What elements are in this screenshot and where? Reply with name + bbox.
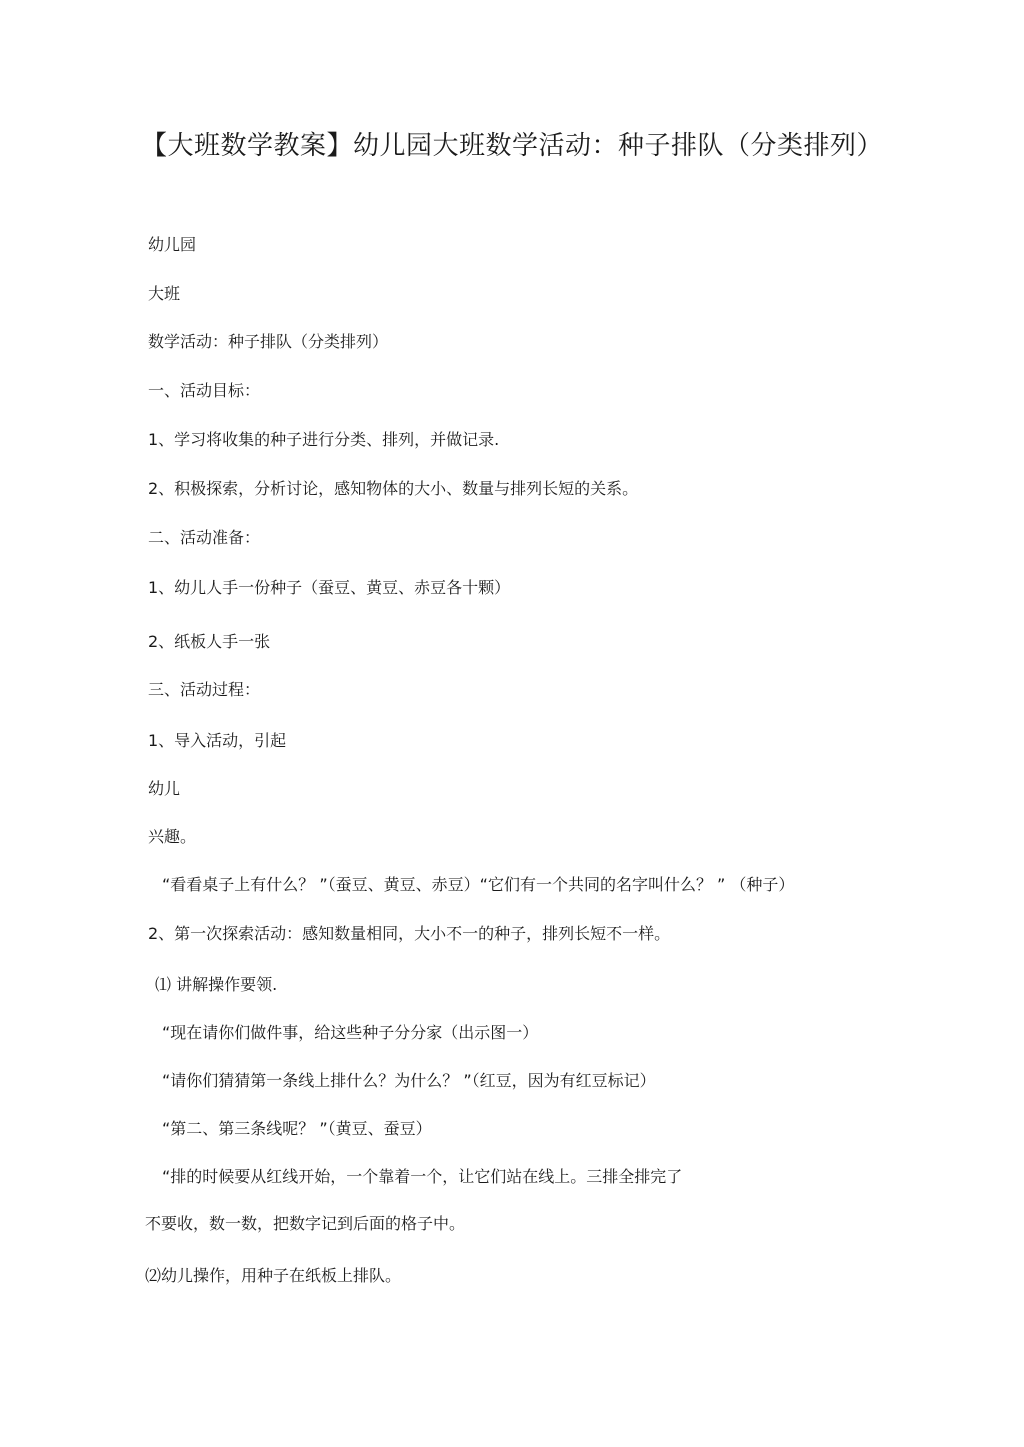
- text-line: “第二、第三条线呢？ ”（黄豆、蚕豆）: [162, 1119, 432, 1138]
- text-line: 1、幼儿人手一份种子（蚕豆、黄豆、赤豆各十颗）: [148, 578, 511, 597]
- section-heading: 一、活动目标：: [148, 381, 261, 400]
- section-heading: 三、活动过程：: [148, 680, 261, 699]
- text-line: 2、纸板人手一张: [148, 632, 271, 651]
- text-line: ⑴ 讲解操作要领.: [155, 975, 278, 994]
- text-line: “看看桌子上有什么？ ”（蚕豆、黄豆、赤豆）“它们有一个共同的名字叫什么？ ” （种子）: [162, 875, 795, 894]
- text-line: 1、导入活动，引起: [148, 731, 287, 750]
- text-line: 幼儿: [148, 779, 181, 798]
- text-line: 2、第一次探索活动：感知数量相同，大小不一的种子，排列长短不一样。: [148, 924, 671, 943]
- text-line: “排的时候要从红线开始，一个靠着一个，让它们站在线上。三排全排完了: [162, 1167, 683, 1186]
- text-line: 大班: [148, 284, 181, 303]
- text-line: “请你们猜猜第一条线上排什么？为什么？ ”（红豆，因为有红豆标记）: [162, 1071, 656, 1090]
- section-heading: 二、活动准备：: [148, 528, 261, 547]
- text-line: 兴趣。: [148, 827, 197, 846]
- text-line: 1、学习将收集的种子进行分类、排列，并做记录.: [148, 430, 500, 449]
- text-line: 数学活动：种子排队（分类排列）: [148, 332, 389, 351]
- document-title: 【大班数学教案】幼儿园大班数学活动：种子排队（分类排列）: [140, 131, 883, 161]
- text-line: ⑵幼儿操作，用种子在纸板上排队。: [145, 1266, 402, 1285]
- text-line: 2、积极探索，分析讨论，感知物体的大小、数量与排列长短的关系。: [148, 479, 639, 498]
- text-line: 不要收，数一数，把数字记到后面的格子中。: [145, 1214, 466, 1233]
- text-line: 幼儿园: [148, 235, 197, 254]
- text-line: “现在请你们做件事，给这些种子分分家（出示图一）: [162, 1023, 539, 1042]
